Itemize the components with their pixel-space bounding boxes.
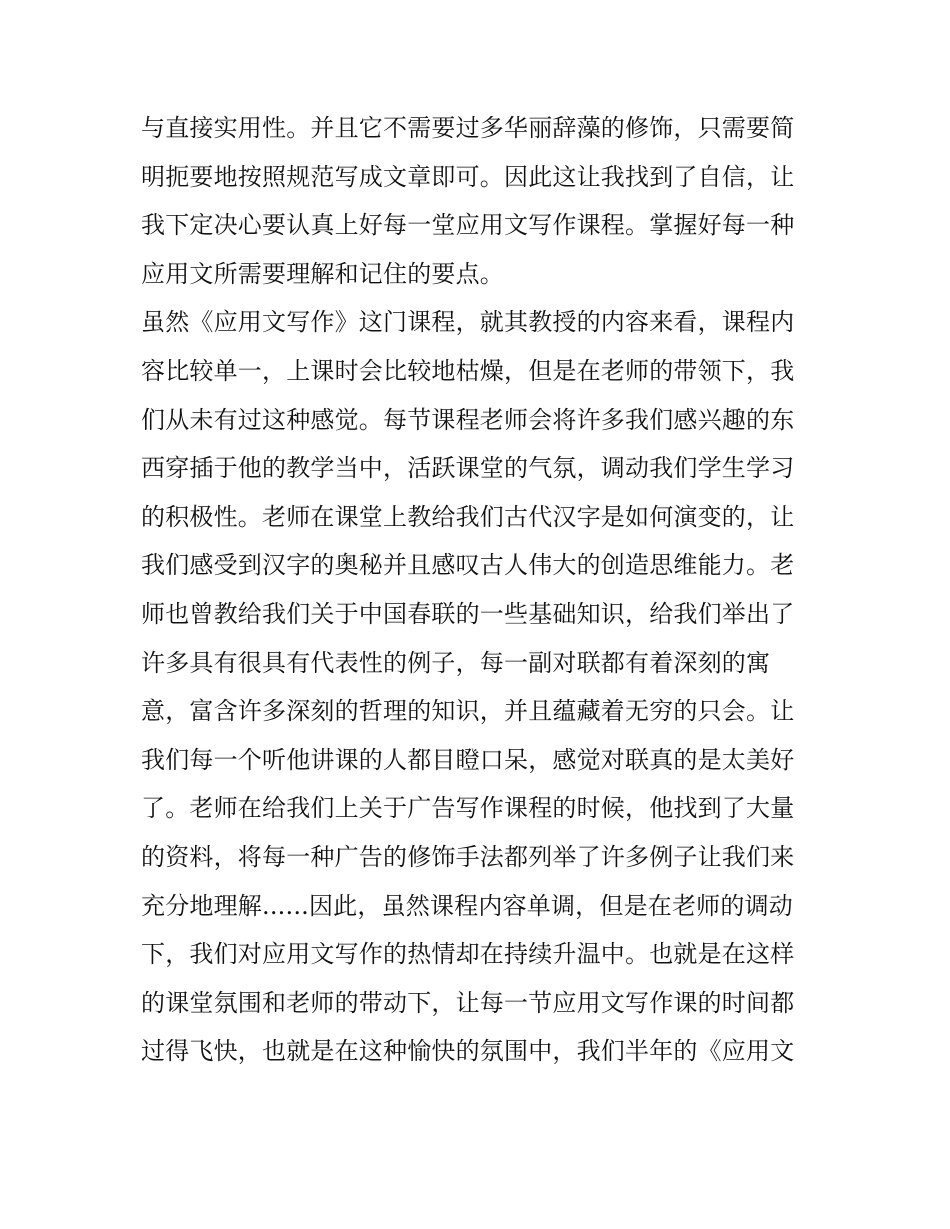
text-line: 的资料，将每一种广告的修饰手法都列举了许多例子让我们来 [141, 842, 795, 871]
text-line: 们从未有过这种感觉。每节课程老师会将许多我们感兴趣的东 [141, 405, 795, 434]
text-line: 下，我们对应用文写作的热情却在持续升温中。也就是在这样 [141, 940, 795, 969]
text-line: 了。老师在给我们上关于广告写作课程的时候，他找到了大量 [141, 794, 795, 823]
text-line: 虽然《应用文写作》这门课程，就其教授的内容来看，课程内 [141, 308, 795, 337]
text-line: 意，富含许多深刻的哲理的知识，并且蕴藏着无穷的只会。让 [141, 697, 795, 726]
text-line: 我下定决心要认真上好每一堂应用文写作课程。掌握好每一种 [141, 211, 795, 240]
text-line: 明扼要地按照规范写成文章即可。因此这让我找到了自信，让 [141, 162, 795, 191]
text-line: 许多具有很具有代表性的例子，每一副对联都有着深刻的寓 [141, 648, 771, 677]
text-line: 的积极性。老师在课堂上教给我们古代汉字是如何演变的，让 [141, 502, 795, 531]
text-line: 师也曾教给我们关于中国春联的一些基础知识，给我们举出了 [141, 599, 795, 628]
text-line: 充分地理解......因此，虽然课程内容单调，但是在老师的调动 [141, 891, 793, 920]
text-line: 我们每一个听他讲课的人都目瞪口呆，感觉对联真的是太美好 [141, 745, 795, 774]
text-line: 的课堂氛围和老师的带动下，让每一节应用文写作课的时间都 [141, 988, 795, 1017]
text-line: 我们感受到汉字的奥秘并且感叹古人伟大的创造思维能力。老 [141, 551, 795, 580]
text-line: 应用文所需要理解和记住的要点。 [141, 259, 504, 288]
text-line: 过得飞快，也就是在这种愉快的氛围中，我们半年的《应用文 [141, 1037, 795, 1066]
body-text [141, 104, 821, 1076]
text-line: 容比较单一，上课时会比较地枯燥，但是在老师的带领下，我 [141, 356, 795, 385]
text-line: 与直接实用性。并且它不需要过多华丽辞藻的修饰，只需要简 [141, 114, 795, 142]
text-line: 西穿插于他的教学当中，活跃课堂的气氛，调动我们学生学习 [141, 454, 795, 483]
